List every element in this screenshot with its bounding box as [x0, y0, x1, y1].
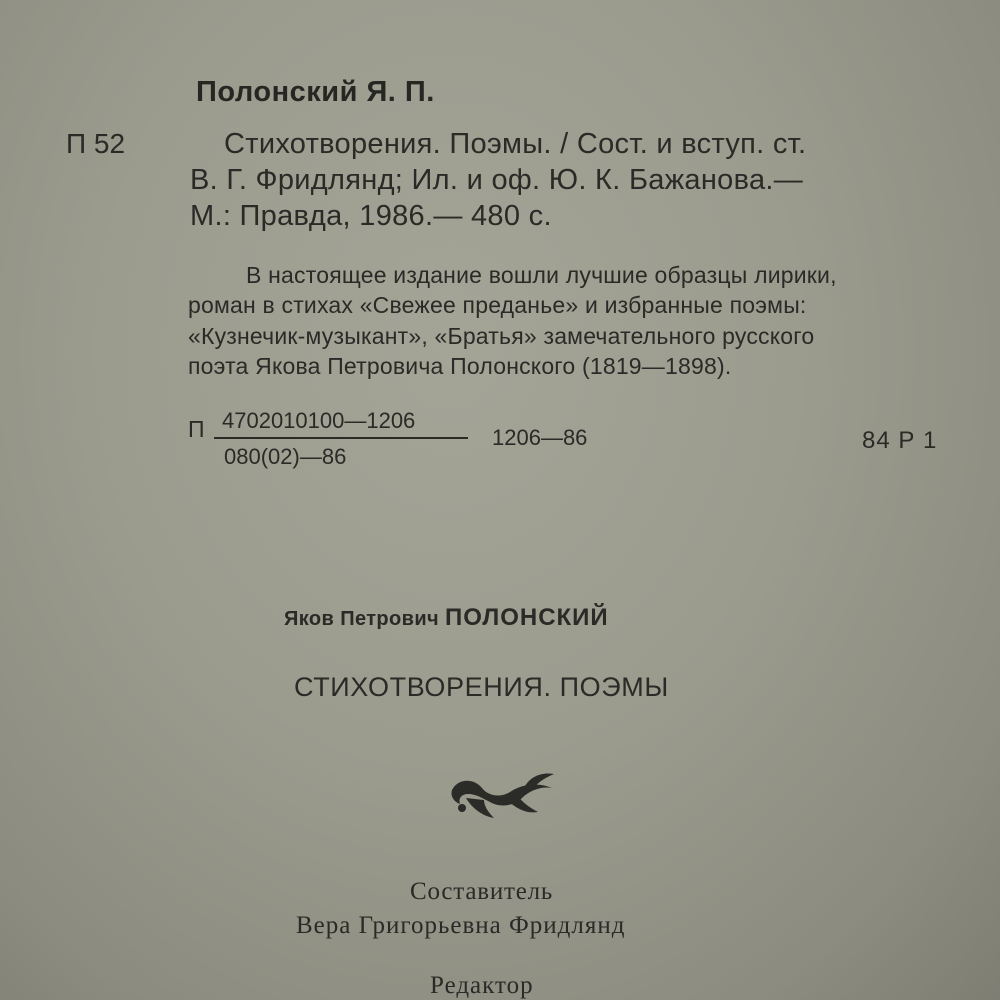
annotation-line: роман в стихах «Свежее преданье» и избранные поэмы: [188, 292, 807, 318]
annotation-line: В настоящее издание вошли лучшие образцы лирики, [246, 262, 837, 288]
editor-role: Редактор [430, 972, 534, 999]
index-denominator: 080(02)—86 [224, 444, 347, 469]
annotation-line: «Кузнечик-музыкант», «Братья» замечательного русского [188, 323, 815, 349]
author-given-names: Яков Петрович [284, 608, 440, 630]
author-full-name [284, 604, 609, 632]
classification-code: П 52 [66, 128, 126, 159]
annotation-line: поэта Якова Петровича Полонского (1819—1898). [188, 353, 732, 379]
compiler-role: Составитель [410, 878, 554, 905]
index-numerator: 4702010100—1206 [222, 408, 416, 433]
compiler-name: Вера Григорьевна Фридлянд [296, 912, 626, 939]
author-heading: Полонский Я. П. [196, 76, 435, 108]
author-surname: ПОЛОНСКИЙ [445, 604, 609, 631]
description-line: В. Г. Фридлянд; Ил. и оф. Ю. К. Бажанова.— [190, 164, 804, 196]
book-title: СТИХОТВОРЕНИЯ. ПОЭМЫ [294, 672, 669, 702]
description-line: М.: Правда, 1986.— 480 с. [190, 200, 552, 232]
description-line: Стихотворения. Поэмы. / Сост. и вступ. ст. [224, 128, 807, 160]
index-middle: 1206—86 [492, 425, 588, 450]
floral-ornament-icon [448, 768, 558, 828]
index-prefix: П [188, 416, 205, 442]
index-fraction-rule [214, 437, 468, 439]
index-right: 84 Р 1 [862, 427, 938, 454]
